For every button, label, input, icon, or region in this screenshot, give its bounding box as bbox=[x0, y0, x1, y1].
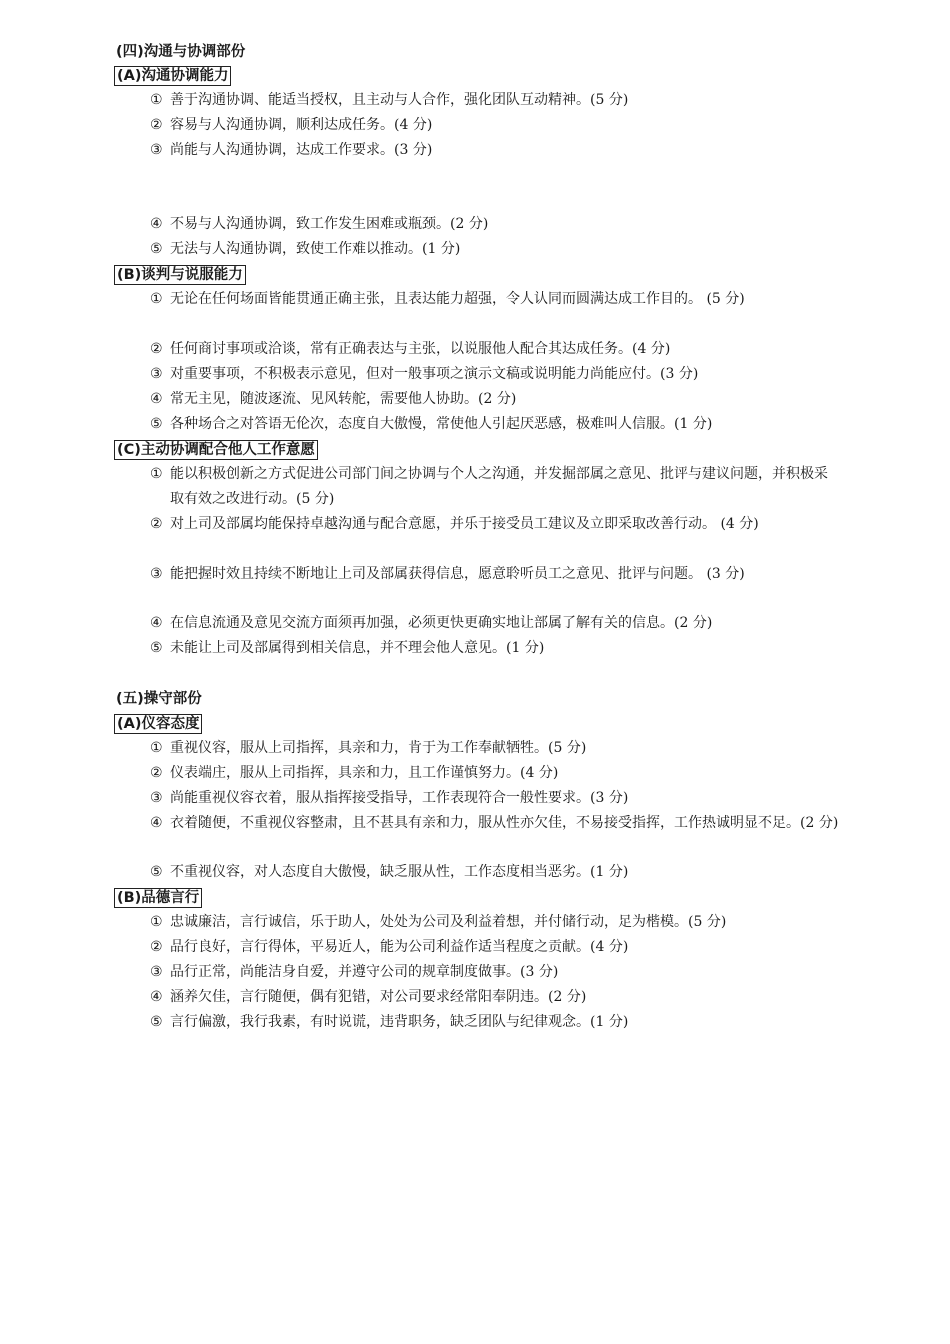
list-item: ④ 不易与人沟通协调，致工作发生困难或瓶颈。(2 分) bbox=[150, 216, 489, 232]
list-item: ② 仪表端庄，服从上司指挥，具亲和力，且工作谨慎努力。(4 分) bbox=[150, 765, 559, 781]
section-4-title: (四)沟通与协调部份 bbox=[116, 44, 246, 60]
list-item: ⑤ 无法与人沟通协调，致使工作难以推动。(1 分) bbox=[150, 241, 461, 257]
list-item: ① 忠诚廉洁，言行诚信，乐于助人，处处为公司及利益着想，并付储行动，足为楷模。(5 分) bbox=[150, 914, 727, 930]
list-item: ② 品行良好，言行得体，平易近人，能为公司利益作适当程度之贡献。(4 分) bbox=[150, 939, 629, 955]
list-item: ② 容易与人沟通协调，顺利达成任务。(4 分) bbox=[150, 117, 433, 133]
list-item: ④ 在信息流通及意见交流方面须再加强，必须更快更确实地让部属了解有关的信息。(2 分) bbox=[150, 615, 713, 631]
subsection-4c-title: (C)主动协调配合他人工作意愿 bbox=[114, 440, 318, 460]
list-item: ⑤ 未能让上司及部属得到相关信息，并不理会他人意见。(1 分) bbox=[150, 640, 545, 656]
list-item: ① 能以积极创新之方式促进公司部门间之协调与个人之沟通，并发掘部属之意见、批评与建议问题，并积极采取有效之改进行动。(5 分) bbox=[150, 466, 828, 507]
section-5-title: (五)操守部份 bbox=[116, 691, 202, 707]
list-item: ② 对上司及部属均能保持卓越沟通与配合意愿，并乐于接受员工建议及立即采取改善行动。 (4 分) bbox=[150, 516, 759, 532]
list-item: ③ 尚能与人沟通协调，达成工作要求。(3 分) bbox=[150, 142, 433, 158]
subsection-5a-title: (A)仪容态度 bbox=[114, 714, 202, 734]
list-item: ③ 尚能重视仪容衣着，服从指挥接受指导，工作表现符合一般性要求。(3 分) bbox=[150, 790, 629, 806]
list-item: ⑤ 言行偏激，我行我素，有时说谎，违背职务，缺乏团队与纪律观念。(1 分) bbox=[150, 1014, 629, 1030]
subsection-4b-title: (B)谈判与说服能力 bbox=[114, 265, 246, 285]
list-item: ② 任何商讨事项或洽谈，常有正确表达与主张，以说服他人配合其达成任务。(4 分) bbox=[150, 341, 671, 357]
list-item: ① 重视仪容，服从上司指挥，具亲和力，肯于为工作奉献牺牲。(5 分) bbox=[150, 740, 587, 756]
list-item: ① 无论在任何场面皆能贯通正确主张，且表达能力超强，令人认同而圆满达成工作目的。 (5 分) bbox=[150, 291, 745, 307]
list-item: ④ 涵养欠佳，言行随便，偶有犯错，对公司要求经常阳奉阴违。(2 分) bbox=[150, 989, 587, 1005]
subsection-4a-title: (A)沟通协调能力 bbox=[114, 66, 231, 86]
list-item: ③ 能把握时效且持续不断地让上司及部属获得信息，愿意聆听员工之意见、批评与问题。 (3 分) bbox=[150, 566, 745, 582]
list-item: ⑤ 各种场合之对答语无伦次，态度自大傲慢，常使他人引起厌恶感，极难叫人信服。(1 分) bbox=[150, 416, 713, 432]
subsection-5b-title: (B)品德言行 bbox=[114, 888, 202, 908]
list-item: ④ 常无主见，随波逐流、见风转舵，需要他人协助。(2 分) bbox=[150, 391, 517, 407]
list-item: ④ 衣着随便，不重视仪容整肃，且不甚具有亲和力，服从性亦欠佳，不易接受指挥，工作热诚明显不足。(2 分) bbox=[150, 815, 839, 831]
list-item: ⑤ 不重视仪容，对人态度自大傲慢，缺乏服从性，工作态度相当恶劣。(1 分) bbox=[150, 864, 629, 880]
list-item: ③ 对重要事项，不积极表示意见，但对一般事项之演示文稿或说明能力尚能应付。(3 分) bbox=[150, 366, 699, 382]
list-item: ① 善于沟通协调、能适当授权，且主动与人合作，强化团队互动精神。(5 分) bbox=[150, 92, 629, 108]
list-item: ③ 品行正常，尚能洁身自爱，并遵守公司的规章制度做事。(3 分) bbox=[150, 964, 559, 980]
